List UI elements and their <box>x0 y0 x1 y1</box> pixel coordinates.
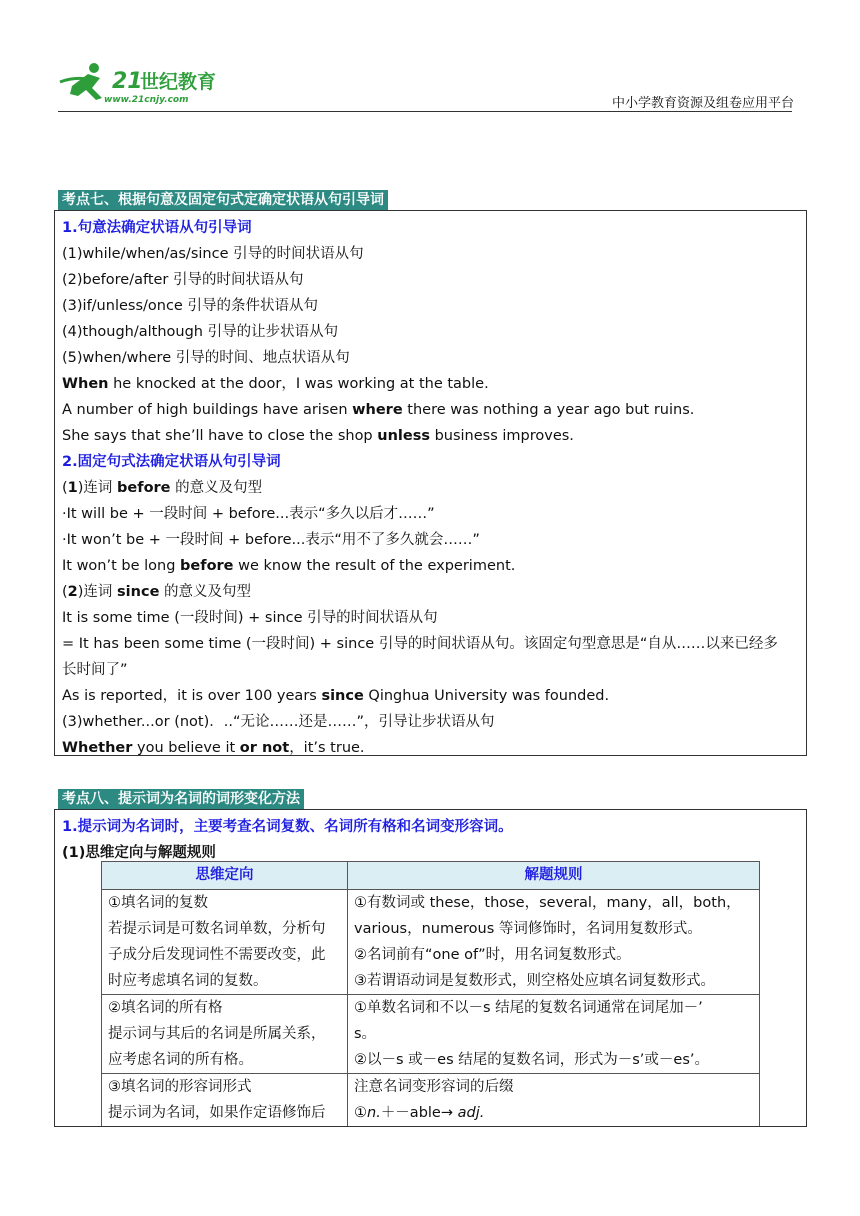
rule-line-3: (3)if/unless/once 引导的条件状语从句 <box>62 298 318 314</box>
section8-subtitle-1: 1.提示词为名词时，主要考查名词复数、名词所有格和名词变形容词。 <box>62 819 513 835</box>
table-row <box>102 995 760 1074</box>
svg-text:21: 21 <box>112 69 143 94</box>
table-cell: 注意名词变形容词的后缀 ①n.＋－able→ adj. <box>348 1074 760 1127</box>
section8-title: 考点八、提示词为名词的词形变化方法 <box>58 789 304 809</box>
section7-box <box>54 210 807 756</box>
svg-text:世纪教育: 世纪教育 <box>140 71 217 93</box>
example-sentence-2: A number of high buildings have arisen where there was nothing a year ago but ruins. <box>62 402 695 418</box>
table-header-row <box>102 862 760 890</box>
rule-line-2: (2)before/after 引导的时间状语从句 <box>62 272 304 288</box>
table-cell: ①填名词的复数 若提示词是可数名词单数，分析句 子成分后发现词性不需要改变，此 时应考虑填名词的复数。 <box>102 890 348 995</box>
pattern-line-2: ·It won’t be + 一段时间 + before...表示“用不了多久就会……” <box>62 532 480 548</box>
header-divider <box>58 111 792 112</box>
table-header: 解题规则 <box>348 862 760 890</box>
table-header: 思维定向 <box>102 862 348 890</box>
section8-subtitle-2: (1)思维定向与解题规则 <box>62 845 216 861</box>
pattern-line-4: = It has been some time (一段时间) + since 引导的时间状语从句。该固定句型意思是“自从……以来已经多 <box>62 636 778 652</box>
example-sentence-1: When he knocked at the door，I was working at the table. <box>62 376 489 392</box>
table-cell: ③填名词的形容词形式 提示词为名词，如果作定语修饰后 <box>102 1074 348 1127</box>
site-logo <box>58 60 228 108</box>
rule-line-5: (5)when/where 引导的时间、地点状语从句 <box>62 350 350 366</box>
rule-line-1: (1)while/when/as/since 引导的时间状语从句 <box>62 246 364 262</box>
platform-name: 中小学教育资源及组卷应用平台 <box>611 96 794 111</box>
pattern-line-4-cont: 长时间了” <box>62 662 128 678</box>
rule-line-4: (4)though/although 引导的让步状语从句 <box>62 324 339 340</box>
since-heading: (2)连词 since 的意义及句型 <box>62 584 252 600</box>
example-sentence-3: She says that she’ll have to close the shop unless business improves. <box>62 428 574 444</box>
pattern-line-5: (3)whether...or (not)．..“无论……还是……”，引导让步状语从句 <box>62 714 495 730</box>
table-cell: ①单数名词和不以－s 结尾的复数名词通常在词尾加－’ s。 ②以－s 或－es 结尾的复数名词，形式为－s’或－es’。 <box>348 995 760 1074</box>
svg-text:www.21cnjy.com: www.21cnjy.com <box>104 95 189 105</box>
section7-title: 考点七、根据句意及固定句式定确定状语从句引导词 <box>58 190 388 210</box>
section7-subtitle-2: 2.固定句式法确定状语从句引导词 <box>62 454 281 470</box>
example-sentence-5: As is reported，it is over 100 years since Qinghua University was founded. <box>62 688 610 704</box>
section8-bottom-rule <box>54 1126 807 1127</box>
table-cell: ①有数词或 these，those，several，many，all，both， various，numerous 等词修饰时，名词用复数形式。 ②名词前有“one of”时，用名词复数形式。 ③若谓语动词是复数形式，则空格处应填名词复数形式。 <box>348 890 760 995</box>
pattern-line-3: It is some time (一段时间) + since 引导的时间状语从句 <box>62 610 438 626</box>
example-sentence-6: Whether you believe it or not，it’s true. <box>62 740 365 756</box>
table-row <box>102 1074 760 1127</box>
before-heading: (1)连词 before 的意义及句型 <box>62 480 263 496</box>
section7-subtitle-1: 1.句意法确定状语从句引导词 <box>62 220 252 236</box>
example-sentence-4: It won’t be long before we know the result of the experiment. <box>62 558 516 574</box>
table-row <box>102 890 760 995</box>
pattern-line-1: ·It will be + 一段时间 + before...表示“多久以后才……” <box>62 506 435 522</box>
table-cell: ②填名词的所有格 提示词与其后的名词是所属关系， 应考虑名词的所有格。 <box>102 995 348 1074</box>
rules-table <box>101 861 760 1126</box>
